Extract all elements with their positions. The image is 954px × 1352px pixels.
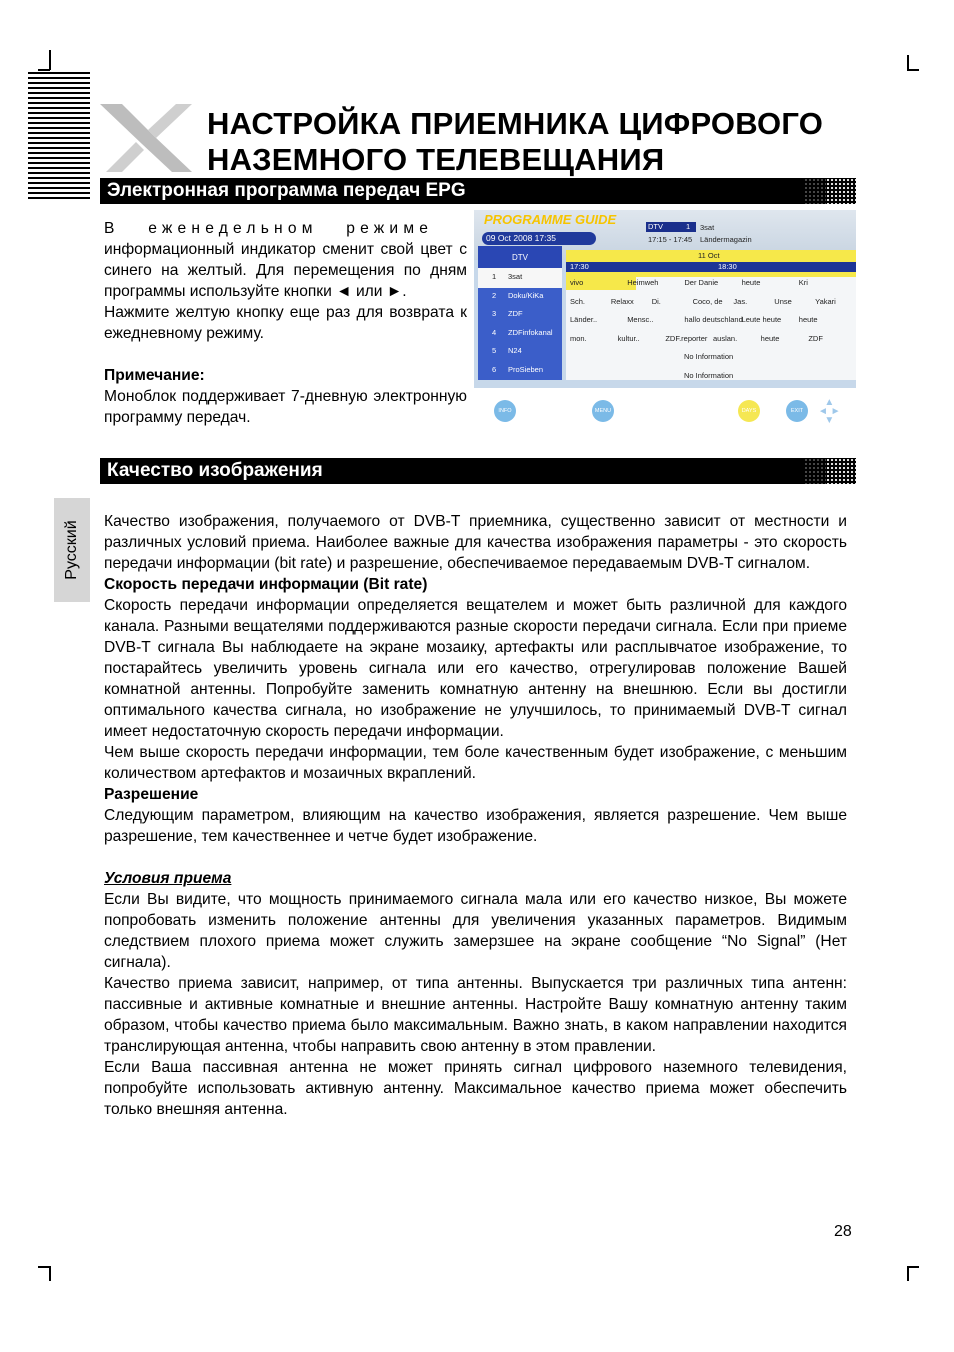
epg-channel-name[interactable]: Doku/KiKa — [508, 290, 544, 300]
epg-grid-cell[interactable]: heute — [760, 333, 780, 343]
epg-grid-cell[interactable]: ZDF — [808, 333, 823, 343]
epg-channel-num: 6 — [492, 364, 497, 374]
epg-grid-cell[interactable]: Leute heute — [741, 315, 782, 324]
epg-day-label: 11 Oct — [698, 251, 720, 260]
crop-mark-top-left — [49, 50, 51, 70]
bar-dots-decoration — [804, 458, 826, 484]
section-heading-epg — [100, 178, 856, 204]
epg-grid-cell[interactable]: Di. — [651, 296, 661, 306]
section-heading-quality-text: Качество изображения — [107, 460, 323, 481]
language-tab-label: Русский — [63, 520, 80, 580]
bitrate-text-2: Чем выше скорость передачи информации, тем боле качественным будет изображение, с меньшим количеством артефактов и мозаичных вкраплений. — [104, 744, 847, 782]
epg-grid-cell[interactable]: Mensc.. — [627, 315, 654, 324]
crop-mark-top-right — [907, 55, 909, 70]
epg-grid-cell[interactable]: kultur.. — [617, 333, 640, 343]
crop-mark-bottom-right — [907, 1266, 919, 1268]
epg-grid-cell[interactable]: Sch. — [570, 296, 586, 306]
epg-channel-num: 2 — [492, 290, 497, 300]
section-heading-epg-text: Электронная программа передач EPG — [107, 180, 466, 201]
epg-current-name: 3sat — [700, 223, 715, 232]
crop-mark-bottom-left-v — [49, 1266, 51, 1281]
crop-mark-bottom-right-v — [907, 1266, 909, 1281]
bar-dots-decoration — [804, 178, 826, 204]
epg-grid-cell[interactable]: Yakari — [815, 296, 836, 306]
epg-button[interactable]: DAYS — [738, 400, 760, 422]
epg-list-header: DTV — [512, 253, 528, 262]
epg-grid-cell[interactable]: No Information — [684, 370, 734, 380]
epg-channel-name[interactable]: ZDFinfokanal — [508, 327, 553, 337]
epg-channel-num: 5 — [492, 346, 497, 355]
epg-button[interactable]: MENU — [592, 400, 614, 422]
epg-grid-cell[interactable]: ZDF.reporter — [665, 333, 708, 343]
reception-label: Условия приема — [104, 870, 232, 887]
epg-current-time: 17:15 - 17:45 — [648, 235, 693, 244]
crop-mark-top-left-h — [38, 69, 50, 71]
bar-dots-decoration — [826, 178, 856, 204]
epg-grid-cell[interactable]: hallo deutschland — [684, 315, 743, 324]
epg-channel-num: 3 — [492, 309, 497, 318]
crop-mark-top-right-h — [907, 69, 919, 71]
epg-grid-cell[interactable]: No Information — [684, 352, 734, 361]
resolution-label: Разрешение — [104, 786, 199, 803]
note-label: Примечание: — [104, 367, 205, 384]
epg-grid-cell[interactable]: Länder.. — [570, 315, 598, 324]
epg-channel-name[interactable]: ProSieben — [508, 364, 544, 374]
reception-text-1: Если Вы видите, что мощность принимаемого сигнала мала или его качество низкое, Вы можете попробовать изменить положение антенны для увеличения указанных параметров. Видимым следствием плохого приема может служить замерзшее на экране сообщение “No Signal” (Нет сигнала). — [104, 891, 847, 971]
epg-time-1: 17:30 — [570, 262, 589, 271]
epg-grid-cell[interactable]: heute — [741, 278, 761, 287]
page-number: 28 — [834, 1223, 852, 1240]
page-title — [207, 106, 823, 178]
epg-date: 09 Oct 2008 17:35 — [482, 232, 596, 245]
epg-title: PROGRAMME GUIDE — [484, 212, 617, 227]
epg-grid-cell[interactable]: Jas. — [733, 296, 748, 306]
epg-grid-cell[interactable]: Der Danie — [684, 278, 719, 287]
resolution-text: Следующим параметром, влияющим на качество изображения, является разрешение. Чем выше разрешение, тем качественнее и четче будет изображение. — [104, 807, 847, 845]
epg-arrow-keys-icon: ▲ ◄ ► ▼ — [818, 397, 841, 426]
epg-description — [104, 218, 467, 428]
epg-button[interactable]: EXIT — [786, 400, 808, 422]
epg-para2: Нажмите желтую кнопку еще раз для возврата к ежедневному режиму. — [104, 304, 467, 342]
language-tab — [54, 498, 90, 602]
epg-grid-cell[interactable]: Kri — [798, 278, 808, 287]
epg-grid-cell[interactable]: heute — [798, 315, 818, 324]
epg-grid-cell[interactable]: Coco, de — [692, 296, 723, 306]
section-heading-quality — [100, 458, 856, 484]
epg-button[interactable]: INFO — [494, 400, 516, 422]
quality-body — [104, 511, 847, 1120]
epg-channel-name[interactable]: N24 — [508, 346, 522, 355]
quality-intro: Качество изображения, получаемого от DVB-T приемника, существенно зависит от местности и различных условий приема. Наиболее важные для качества изображения параметры - это скорость передачи информации (bit rate) и разрешение, обеспечиваемое передаваемым DVB-T сигналом. — [104, 513, 847, 572]
decorative-stripes — [28, 72, 90, 200]
brand-logo-icon — [92, 96, 202, 178]
epg-channel-num: 1 — [492, 272, 497, 281]
epg-grid-cell[interactable]: Heimweh — [627, 278, 659, 287]
epg-grid-cell[interactable]: Relaxx — [610, 296, 634, 306]
epg-grid-cell[interactable]: mon. — [570, 333, 587, 343]
epg-channel-name[interactable]: ZDF — [508, 309, 523, 318]
epg-current-show: Ländermagazin — [700, 235, 752, 244]
title-line-1: НАСТРОЙКА ПРИЕМНИКА ЦИФРОВОГО — [207, 106, 824, 141]
epg-grid-cell[interactable]: auslan. — [713, 333, 738, 343]
epg-grid-cell[interactable]: vivo — [570, 278, 584, 287]
bitrate-label: Скорость передачи информации (Bit rate) — [104, 576, 428, 593]
reception-text-2: Качество приема зависит, например, от типа антенны. Выпускается три различных типа антенн: пассивные и активные комнатные и внешние антенны. Настройте Вашу комнатную антенну таким образом, чтобы качество приема было максимальным. Важно знать, в каком направлении находится транслирующая антенна, чтобы направить свою антенну в этом правлении. — [104, 975, 847, 1055]
epg-channel-num: 1 — [686, 222, 691, 231]
epg-channel-name[interactable]: 3sat — [508, 272, 523, 281]
reception-text-3: Если Ваша пассивная антенна не может принять сигнал цифрового наземного телевидения, попробуйте использовать активную антенну. Максимальное качество приема может обеспечить только внешняя антенна. — [104, 1059, 847, 1118]
bitrate-text-1: Скорость передачи информации определяется вещателем и может быть различной для каждого канала. Разными вещателями поддерживаются разные скорости передачи сигнала. Если при приеме DVB-T сигнала Вы наблюдаете на экране мозаику, артефакты или расплывчатое изображение, то постарайтесь увеличить уровень сигнала или его качество, отрегулировав положение Вашей комнатной антенны. Попробуйте заменить комнатную антенну на внешнюю. Если вы достигли оптимального качества сигнала, но изображение не улучшилось, то принимаемый DVB-T сигнал имеет недостаточную скорость передачи информации. — [104, 597, 847, 740]
title-line-2: НАЗЕМНОГО ТЕЛЕВЕЩАНИЯ — [207, 142, 665, 177]
epg-channel-num: 4 — [492, 327, 497, 337]
epg-screenshot — [474, 210, 856, 430]
epg-current-channel: DTV — [648, 222, 663, 231]
note-text: Моноблок поддерживает 7-дневную электронную программу передач. — [104, 388, 467, 426]
epg-para1-line1: В еженедельном режиме — [104, 220, 434, 237]
epg-time-2: 18:30 — [718, 262, 737, 271]
epg-para1: информационный индикатор сменит свой цвет с синего на желтый. Для перемещения по дням программы используйте кнопки ◄ или ►. — [104, 241, 467, 300]
bar-dots-decoration — [826, 458, 856, 484]
epg-grid-cell[interactable]: Unse — [774, 296, 792, 306]
